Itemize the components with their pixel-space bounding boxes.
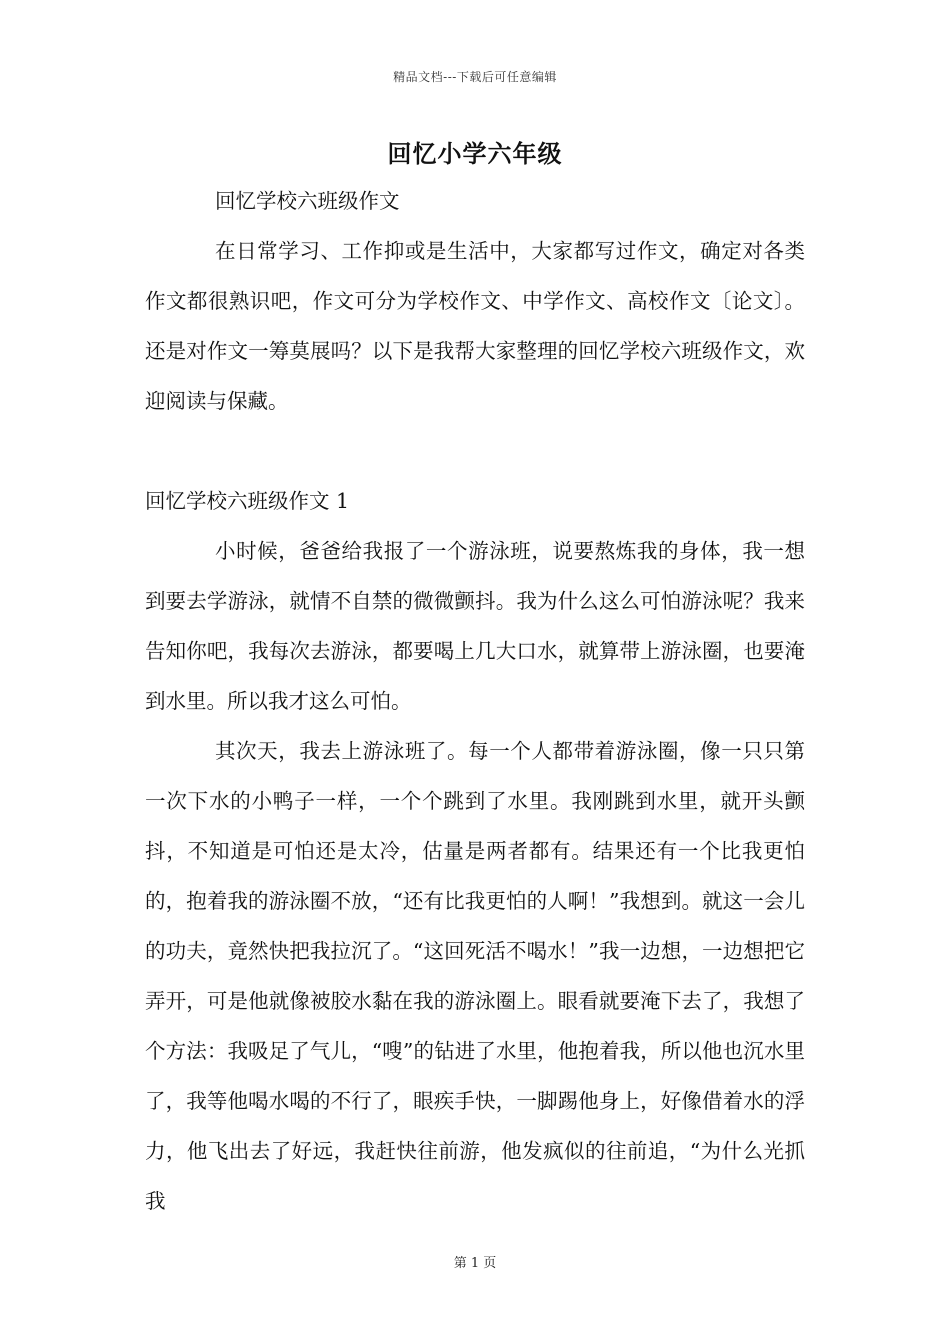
page-header: 精品文档---下载后可任意编辑 — [393, 70, 557, 84]
body-paragraph-2: 其次天，我去上游泳班了。每一个人都带着游泳圈，像一只只第一次下水的小鸭子一样，一个个跳到了水里。我刚跳到水里，就开头颤抖，不知道是可怕还是太冷，估量是两者都有。结果还有一个比我更怕的，抱着我的游泳圈不放，“还有比我更怕的人啊！”我想到。就这一会儿的功夫，竟然快把我拉沉了。“这回死活不喝水！”我一边想，一边想把它弄开，可是他就像被胶水黏在我的游泳圈上。眼看就要淹下去了，我想了个方法：我吸足了气儿，“嗖”的钻进了水里，他抱着我，所以他也沉水里了，我等他喝水喝的不行了，眼疾手快，一脚踢他身上，好像借着水的浮力，他飞出去了好远，我赶快往前游，他发疯似的往前追，“为什么光抓我 — [145, 739, 805, 1213]
page-number: 第 1 页 — [453, 1256, 497, 1271]
document-subtitle: 回忆学校六班级作文 — [215, 189, 400, 213]
intro-paragraph: 在日常学习、工作抑或是生活中，大家都写过作文，确定对各类作文都很熟识吧，作文可分为学校作文、中学作文、高校作文〔论文〕。还是对作文一筹莫展吗？以下是我帮大家整理的回忆学校六班级作文，欢迎阅读与保藏。 — [145, 239, 805, 413]
document-title: 回忆小学六年级 — [387, 139, 563, 168]
body-paragraph-1: 小时候，爸爸给我报了一个游泳班，说要熬炼我的身体，我一想到要去学游泳，就情不自禁的微微颤抖。我为什么这么可怕游泳呢？我来告知你吧，我每次去游泳，都要喝上几大口水，就算带上游泳圈，也要淹到水里。所以我才这么可怕。 — [145, 539, 805, 713]
document-body — [145, 176, 805, 1226]
blank-line — [145, 426, 805, 476]
section-heading: 回忆学校六班级作文 1 — [145, 489, 350, 513]
